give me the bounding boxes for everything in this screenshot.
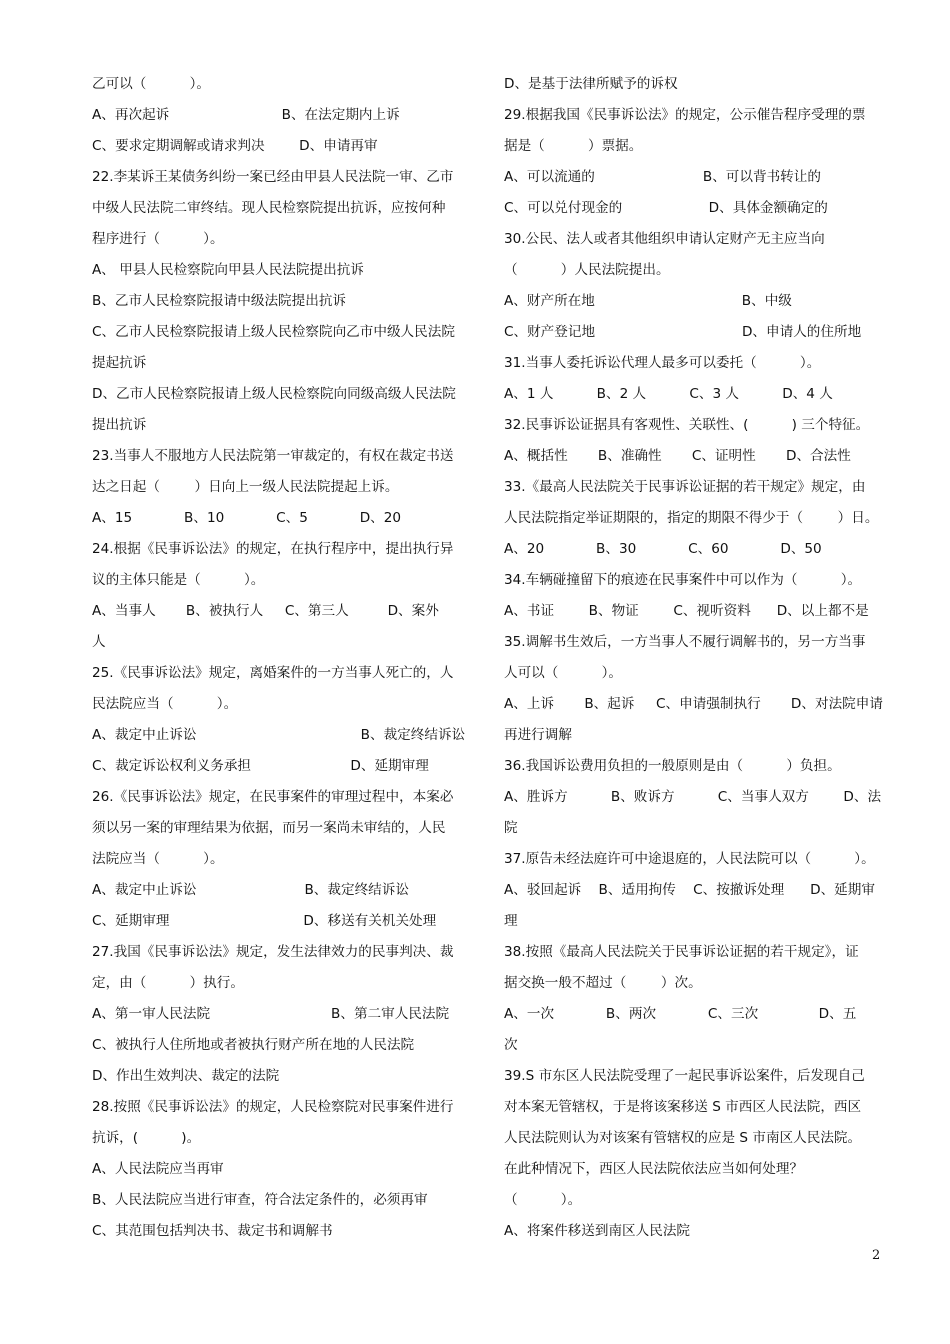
right-column-line: 据是（ ）票据。 xyxy=(504,138,643,154)
left-column-line: C、延期审理 D、移送有关机关处理 xyxy=(92,913,437,929)
left-column-line: 28.按照《民事诉讼法》的规定，人民检察院对民事案件进行 xyxy=(92,1099,454,1115)
right-column-line: 33.《最高人民法院关于民事诉讼证据的若干规定》规定，由 xyxy=(504,479,866,495)
right-column-line: D、是基于法律所赋予的诉权 xyxy=(504,76,678,92)
right-column-line: C、可以兑付现金的 D、具体金额确定的 xyxy=(504,200,828,216)
left-column-line: 法院应当（ ）。 xyxy=(92,851,224,867)
left-column-line: C、要求定期调解或请求判决 D、申请再审 xyxy=(92,138,378,154)
right-column-line: A、一次 B、两次 C、三次 D、五 xyxy=(504,1006,857,1022)
left-column xyxy=(92,69,492,1247)
left-column-line: A、15 B、10 C、5 D、20 xyxy=(92,510,402,526)
right-column-line: 34.车辆碰撞留下的痕迹在民事案件中可以作为（ ）。 xyxy=(504,572,862,588)
right-column-line: 39.S 市东区人民法院受理了一起民事诉讼案件，后发现自己 xyxy=(504,1068,865,1084)
right-column-line: A、20 B、30 C、60 D、50 xyxy=(504,541,822,557)
right-column-line: （ ）人民法院提出。 xyxy=(504,262,670,278)
left-column-line: A、第一审人民法院 B、第二审人民法院 xyxy=(92,1006,450,1022)
right-column-line: A、上诉 B、起诉 C、申请强制执行 D、对法院申请 xyxy=(504,696,883,712)
left-column-line: 27.我国《民事诉讼法》规定，发生法律效力的民事判决、裁 xyxy=(92,944,454,960)
right-column xyxy=(504,69,904,1247)
left-column-line: 23.当事人不服地方人民法院第一审裁定的，有权在裁定书送 xyxy=(92,448,454,464)
right-column-line: （ ）。 xyxy=(504,1192,582,1208)
right-column-line: 院 xyxy=(504,820,518,836)
left-column-line: D、作出生效判决、裁定的法院 xyxy=(92,1068,280,1084)
right-column-line: 据交换一般不超过（ ）次。 xyxy=(504,975,702,991)
right-column-line: 38.按照《最高人民法院关于民事诉讼证据的若干规定》，证 xyxy=(504,944,859,960)
right-column-line: A、书证 B、物证 C、视听资料 D、以上都不是 xyxy=(504,603,869,619)
left-column-line: C、其范围包括判决书、裁定书和调解书 xyxy=(92,1223,333,1239)
right-column-line: 人民法院指定举证期限的，指定的期限不得少于（ ）日。 xyxy=(504,510,879,526)
right-column-line: A、概括性 B、准确性 C、证明性 D、合法性 xyxy=(504,448,851,464)
left-column-line: 议的主体只能是（ ）。 xyxy=(92,572,265,588)
right-column-line: 人可以（ ）。 xyxy=(504,665,622,681)
right-column-line: A、驳回起诉 B、适用拘传 C、按撤诉处理 D、延期审 xyxy=(504,882,875,898)
right-column-line: 在此种情况下，西区人民法院依法应当如何处理？ xyxy=(504,1161,804,1177)
right-column-line: A、将案件移送到南区人民法院 xyxy=(504,1223,691,1239)
left-column-line: 乙可以（ ）。 xyxy=(92,76,210,92)
left-column-line: 25.《民事诉讼法》规定，离婚案件的一方当事人死亡的，人 xyxy=(92,665,454,681)
page-number: 2 xyxy=(872,1248,881,1263)
right-column-line: 31.当事人委托诉讼代理人最多可以委托（ ）。 xyxy=(504,355,821,371)
right-column-line: A、财产所在地 B、中级 xyxy=(504,293,792,309)
left-column-line: A、裁定中止诉讼 B、裁定终结诉讼 xyxy=(92,882,409,898)
left-column-line: A、人民法院应当再审 xyxy=(92,1161,224,1177)
right-column-line: 29.根据我国《民事诉讼法》的规定，公示催告程序受理的票 xyxy=(504,107,866,123)
right-column-line: 再进行调解 xyxy=(504,727,572,743)
right-column-line: 对本案无管辖权，于是将该案移送 S 市西区人民法院，西区 xyxy=(504,1099,862,1115)
left-column-line: A、 甲县人民检察院向甲县人民法院提出抗诉 xyxy=(92,262,364,278)
right-column-line: 理 xyxy=(504,913,518,929)
left-column-line: 抗诉，( )。 xyxy=(92,1130,201,1146)
left-column-line: 26.《民事诉讼法》规定，在民事案件的审理过程中，本案必 xyxy=(92,789,454,805)
left-column-line: B、人民法院应当进行审查，符合法定条件的，必须再审 xyxy=(92,1192,428,1208)
left-column-line: 22.李某诉王某债务纠纷一案已经由甲县人民法院一审、乙市 xyxy=(92,169,454,185)
left-column-line: C、乙市人民检察院报请上级人民检察院向乙市中级人民法院 xyxy=(92,324,455,340)
right-column-line: 37.原告未经法庭许可中途退庭的，人民法院可以（ ）。 xyxy=(504,851,875,867)
left-column-line: 提出抗诉 xyxy=(92,417,147,433)
right-column-line: 次 xyxy=(504,1037,518,1053)
left-column-line: A、再次起诉 B、在法定期内上诉 xyxy=(92,107,400,123)
left-column-line: 中级人民法院二审终结。现人民检察院提出抗诉，应按何种 xyxy=(92,200,446,216)
left-column-line: 人 xyxy=(92,634,106,650)
right-column-line: 32.民事诉讼证据具有客观性、关联性、( ) 三个特征。 xyxy=(504,417,870,433)
left-column-line: 提起抗诉 xyxy=(92,355,147,371)
left-column-line: 24.根据《民事诉讼法》的规定，在执行程序中，提出执行异 xyxy=(92,541,454,557)
right-column-line: C、财产登记地 D、申请人的住所地 xyxy=(504,324,862,340)
left-column-line: C、裁定诉讼权利义务承担 D、延期审理 xyxy=(92,758,429,774)
right-column-line: 人民法院则认为对该案有管辖权的应是 S 市南区人民法院。 xyxy=(504,1130,862,1146)
left-column-line: C、被执行人住所地或者被执行财产所在地的人民法院 xyxy=(92,1037,415,1053)
right-column-line: A、胜诉方 B、败诉方 C、当事人双方 D、法 xyxy=(504,789,882,805)
left-column-line: 程序进行（ ）。 xyxy=(92,231,224,247)
right-column-line: A、可以流通的 B、可以背书转让的 xyxy=(504,169,821,185)
left-column-line: B、乙市人民检察院报请中级法院提出抗诉 xyxy=(92,293,347,309)
left-column-line: 须以另一案的审理结果为依据，而另一案尚未审结的，人民 xyxy=(92,820,446,836)
left-column-line: A、裁定中止诉讼 B、裁定终结诉讼 xyxy=(92,727,466,743)
right-column-line: 30.公民、法人或者其他组织申请认定财产无主应当向 xyxy=(504,231,825,247)
right-column-line: 36.我国诉讼费用负担的一般原则是由（ ）负担。 xyxy=(504,758,841,774)
right-column-line: A、1 人 B、2 人 C、3 人 D、4 人 xyxy=(504,386,833,402)
right-column-line: 35.调解书生效后，一方当事人不履行调解书的，另一方当事 xyxy=(504,634,866,650)
left-column-line: 达之日起（ ）日向上一级人民法院提起上诉。 xyxy=(92,479,399,495)
left-column-line: 定，由（ ）执行。 xyxy=(92,975,244,991)
left-column-line: 民法院应当（ ）。 xyxy=(92,696,238,712)
left-column-line: D、乙市人民检察院报请上级人民检察院向同级高级人民法院 xyxy=(92,386,456,402)
left-column-line: A、当事人 B、被执行人 C、第三人 D、案外 xyxy=(92,603,439,619)
